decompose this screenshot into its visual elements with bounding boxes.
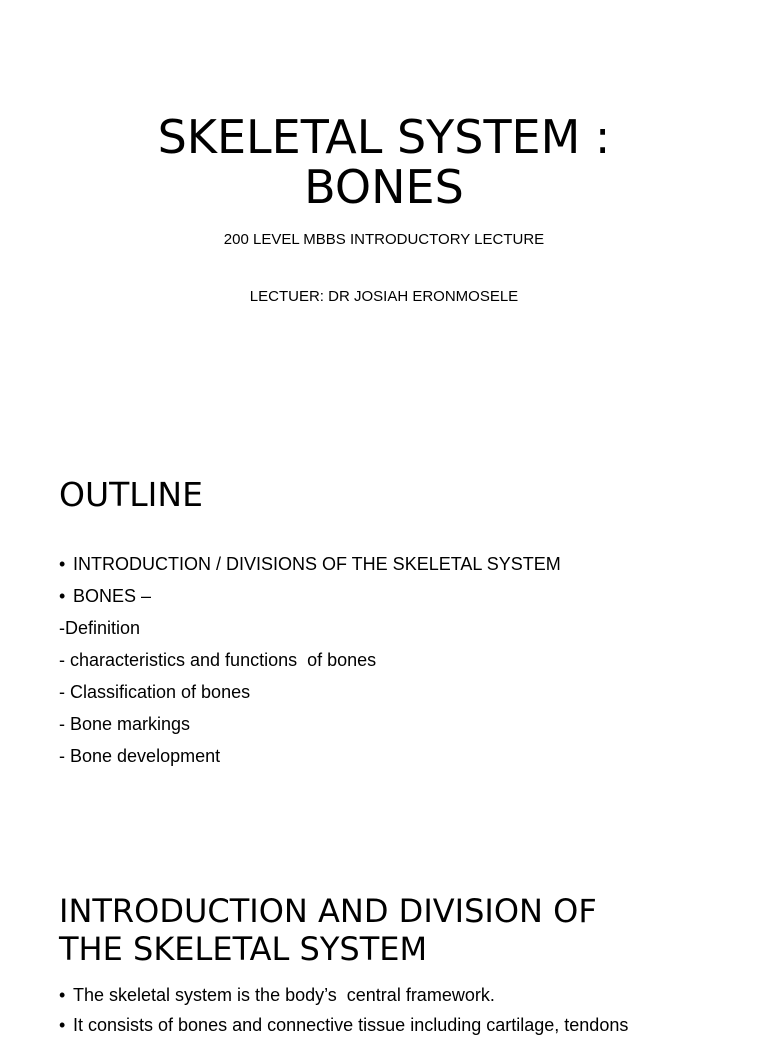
- heading-line-2: THE SKELETAL SYSTEM: [59, 930, 428, 968]
- outline-slide: [0, 460, 768, 840]
- sub-list-item: - Classification of bones: [59, 682, 251, 702]
- title-line-1: SKELETAL SYSTEM :: [157, 110, 611, 164]
- lecturer-name: LECTUER: DR JOSIAH ERONMOSELE: [249, 288, 519, 305]
- sub-list-item: - Bone markings: [59, 714, 191, 734]
- outline-list: [59, 548, 561, 772]
- title-line-2: BONES: [304, 160, 464, 214]
- title-slide: [0, 0, 768, 420]
- presentation-title: [0, 112, 768, 212]
- sub-list-item: - characteristics and functions of bones: [59, 650, 377, 670]
- introduction-heading: [59, 892, 597, 968]
- list-item: [59, 980, 628, 1010]
- introduction-slide: [0, 880, 768, 1035]
- heading-line-1: INTRODUCTION AND DIVISION OF: [59, 892, 597, 930]
- bullet-icon: •: [59, 554, 66, 574]
- list-item: [59, 1010, 628, 1040]
- outline-heading: OUTLINE: [59, 475, 203, 514]
- list-item-text: BONES –: [73, 586, 152, 606]
- lecture-subtitle: 200 LEVEL MBBS INTRODUCTORY LECTURE: [223, 231, 545, 248]
- bullet-icon: •: [59, 586, 66, 606]
- bullet-icon: •: [59, 985, 66, 1005]
- list-item: [59, 548, 561, 580]
- list-item-text: It consists of bones and connective tissue including cartilage, tendons: [73, 1015, 629, 1035]
- list-item: [59, 580, 561, 612]
- sub-list-item: -Definition: [59, 618, 141, 638]
- bullet-icon: •: [59, 1015, 66, 1035]
- list-item-text: INTRODUCTION / DIVISIONS OF THE SKELETAL SYSTEM: [73, 554, 561, 574]
- sub-list-item: - Bone development: [59, 746, 221, 766]
- list-item-text: The skeletal system is the body’s central framework.: [73, 985, 495, 1005]
- introduction-list: [59, 980, 628, 1040]
